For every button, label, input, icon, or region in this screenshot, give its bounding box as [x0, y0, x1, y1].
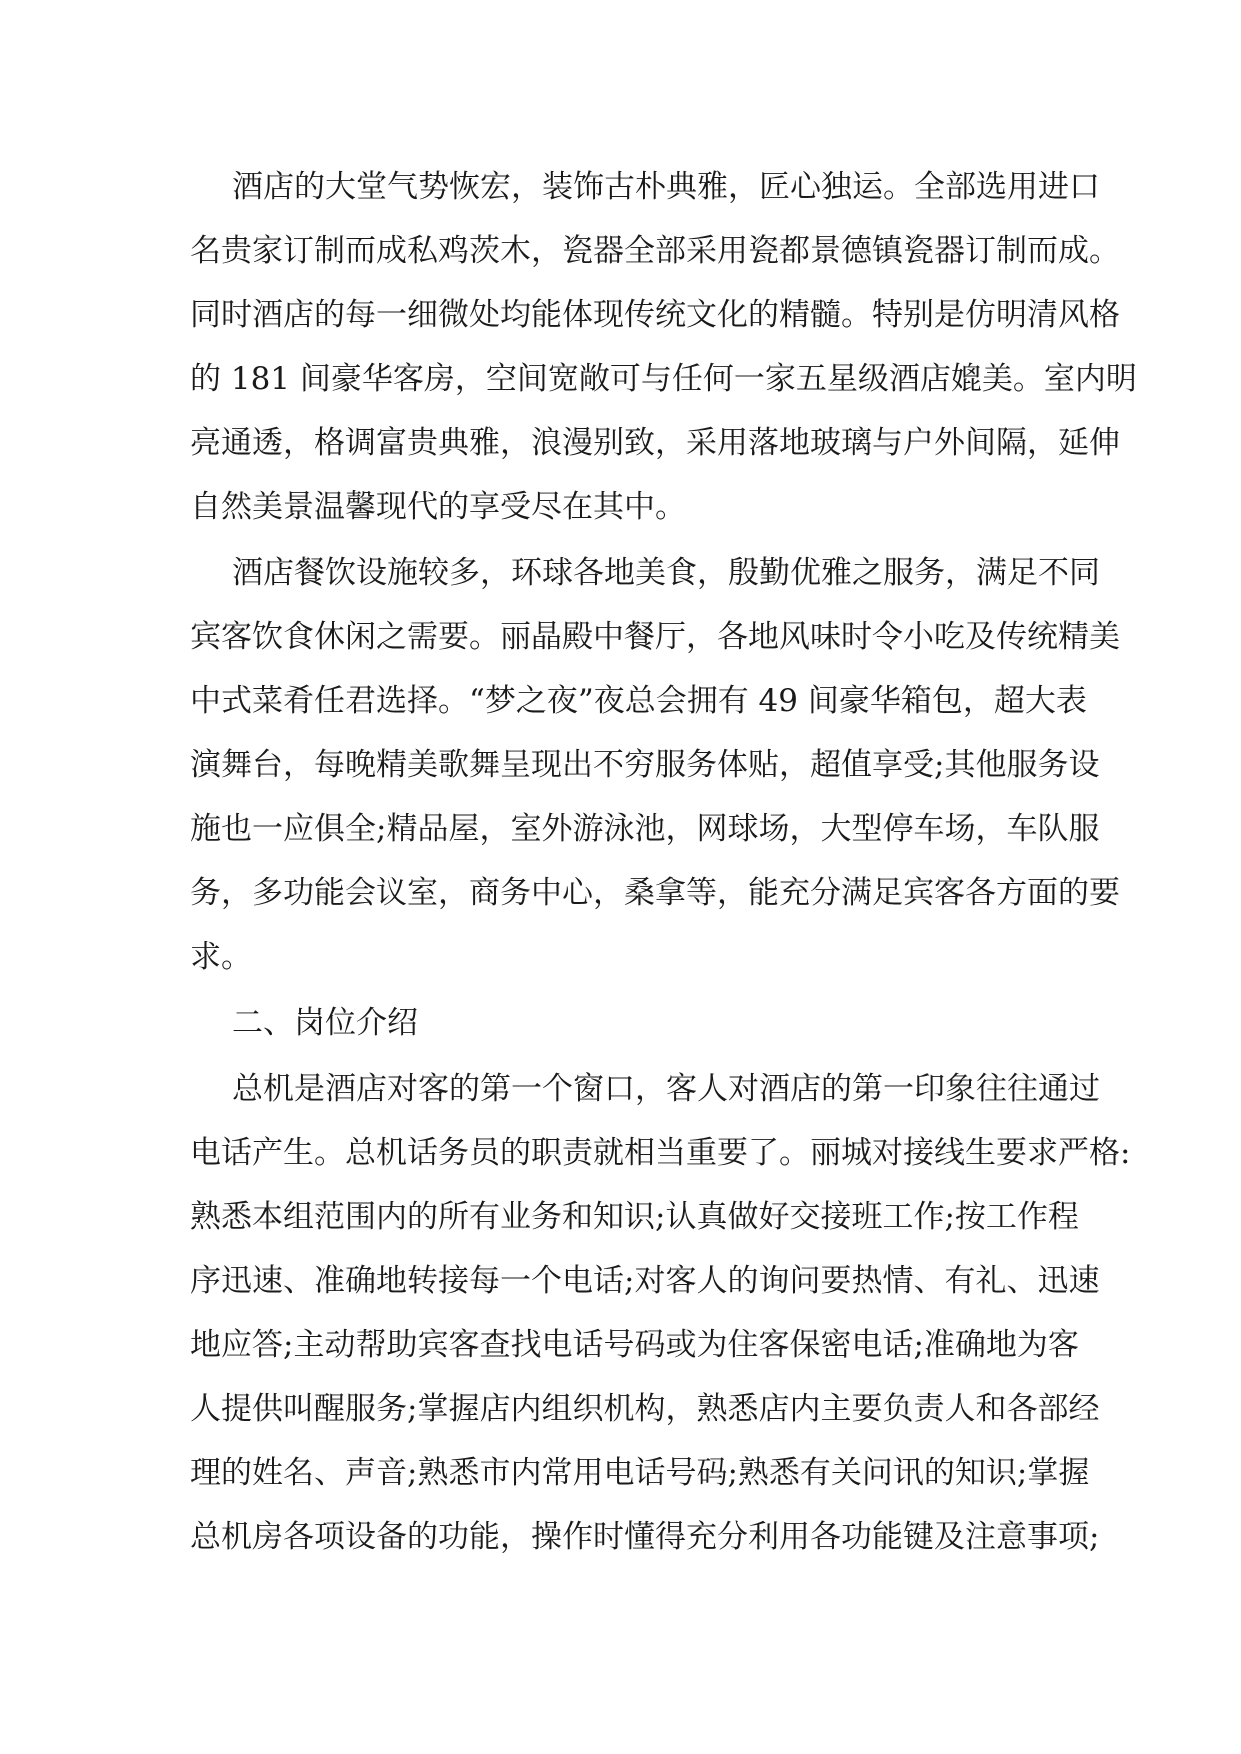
text-line: 的 181 间豪华客房，空间宽敞可与任何一家五星级酒店媲美。室内明 — [190, 361, 1137, 397]
text-line: 酒店的大堂气势恢宏，装饰古朴典雅，匠心独运。全部选用进口 — [232, 169, 1100, 205]
text-line: 序迅速、准确地转接每一个电话;对客人的询问要热情、有礼、迅速 — [190, 1263, 1100, 1299]
text-line: 演舞台，每晚精美歌舞呈现出不穷服务体贴，超值享受;其他服务设 — [190, 747, 1100, 783]
text-line: 人提供叫醒服务;掌握店内组织机构，熟悉店内主要负责人和各部经 — [190, 1391, 1100, 1427]
text-line: 施也一应俱全;精品屋，室外游泳池，网球场，大型停车场，车队服 — [190, 811, 1100, 847]
text-line: 地应答;主动帮助宾客查找电话号码或为住客保密电话;准确地为客 — [190, 1327, 1079, 1363]
text-line: 总机是酒店对客的第一个窗口，客人对酒店的第一印象往往通过 — [232, 1071, 1100, 1107]
heading-text: 二、岗位介绍 — [232, 1005, 418, 1041]
text-line: 熟悉本组范围内的所有业务和知识;认真做好交接班工作;按工作程 — [190, 1199, 1079, 1235]
document-page — [190, 155, 1137, 1569]
text-line: 同时酒店的每一细微处均能体现传统文化的精髓。特别是仿明清风格 — [190, 297, 1120, 333]
text-line: 名贵家订制而成私鸡茨木，瓷器全部采用瓷都景德镇瓷器订制而成。 — [190, 233, 1120, 269]
text-line: 总机房各项设备的功能，操作时懂得充分利用各功能键及注意事项; — [190, 1519, 1100, 1555]
text-line: 亮通透，格调富贵典雅，浪漫别致，采用落地玻璃与户外间隔，延伸 — [190, 425, 1120, 461]
text-line: 务，多功能会议室，商务中心，桑拿等，能充分满足宾客各方面的要 — [190, 875, 1120, 911]
paragraph-dining — [190, 541, 1120, 989]
text-line: 自然美景温馨现代的享受尽在其中。 — [190, 489, 686, 525]
text-line: 中式菜肴任君选择。“梦之夜”夜总会拥有 49 间豪华箱包，超大表 — [190, 683, 1087, 719]
text-line: 理的姓名、声音;熟悉市内常用电话号码;熟悉有关问讯的知识;掌握 — [190, 1455, 1090, 1491]
section-heading — [190, 991, 1058, 1055]
text-line: 宾客饮食休闲之需要。丽晶殿中餐厅，各地风味时令小吃及传统精美 — [190, 619, 1120, 655]
paragraph-lobby — [190, 155, 1137, 539]
text-line: 求。 — [190, 939, 252, 975]
text-line: 电话产生。总机话务员的职责就相当重要了。丽城对接线生要求严格: — [190, 1135, 1131, 1171]
text-line: 酒店餐饮设施较多，环球各地美食，殷勤优雅之服务，满足不同 — [232, 555, 1100, 591]
paragraph-operator — [190, 1057, 1131, 1569]
